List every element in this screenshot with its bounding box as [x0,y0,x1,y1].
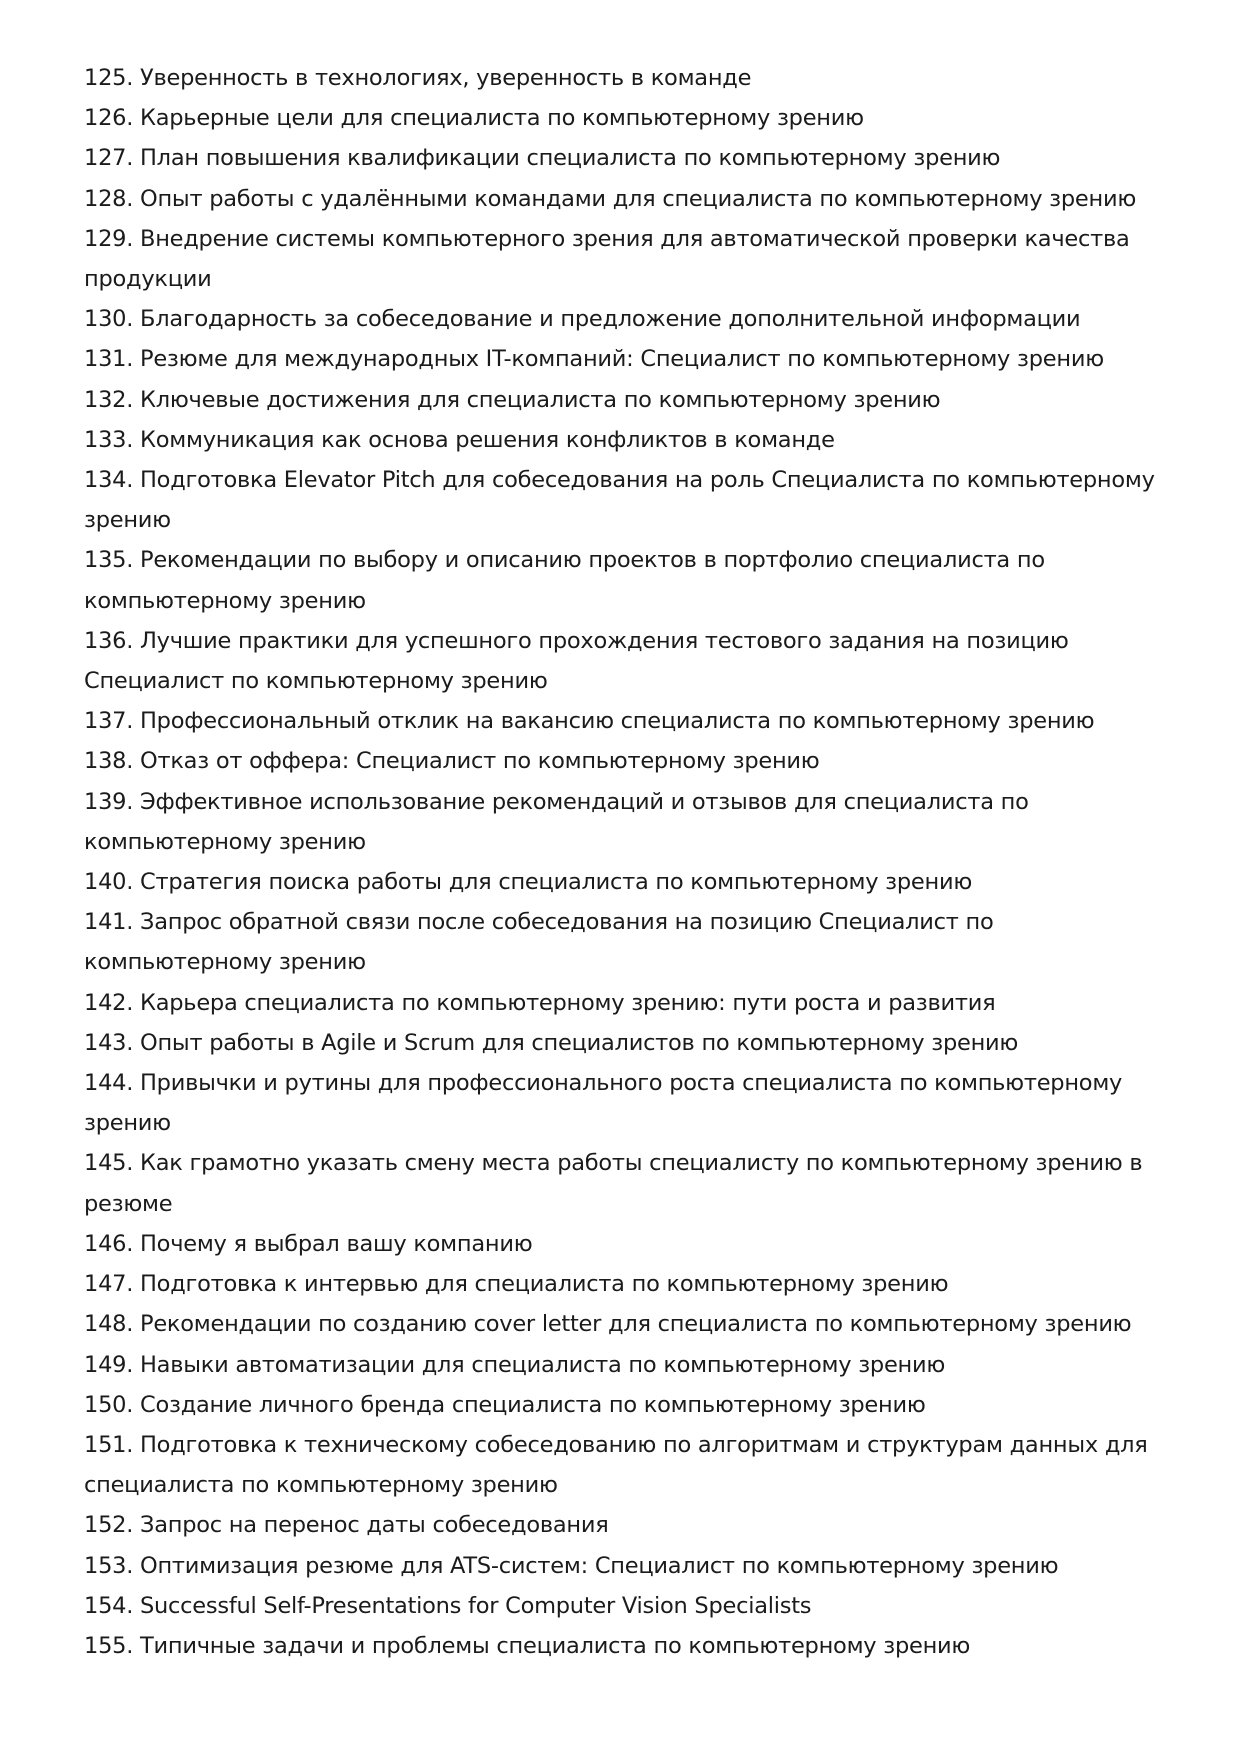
toc-item [84,1586,1164,1626]
toc-item [84,420,1164,460]
toc-item-text: Почему я выбрал вашу компанию [140,1230,533,1257]
toc-item-text: Коммуникация как основа решения конфликтов в команде [140,426,835,453]
toc-item [84,299,1164,339]
toc-item [84,339,1164,379]
toc-item-text: Навыки автоматизации для специалиста по компьютерному зрению [140,1351,946,1378]
toc-item [84,460,1164,540]
toc-item [84,179,1164,219]
toc-item-number: 148. [84,1311,134,1338]
toc-item-number: 125. [84,65,134,91]
toc-item-number: 146. [84,1230,134,1257]
toc-item-number: 139. [84,788,134,815]
toc-item-text: Стратегия поиска работы для специалиста по компьютерному зрению [140,869,973,896]
toc-item [84,782,1164,862]
toc-item-text: Подготовка к интервью для специалиста по компьютерному зрению [140,1271,949,1298]
toc-item [84,540,1164,620]
toc-item-number: 137. [84,708,134,735]
toc-item-number: 150. [84,1391,134,1418]
toc-item-number: 130. [84,306,134,333]
toc-item [84,1143,1164,1223]
toc-item [84,1264,1164,1304]
toc-item-number: 140. [84,869,134,896]
toc-item-number: 152. [84,1512,134,1539]
toc-item-number: 133. [84,426,134,453]
toc-item [84,380,1164,420]
toc-item [84,1304,1164,1344]
toc-item-number: 132. [84,386,134,413]
toc-item-number: 126. [84,105,134,132]
toc-item-number: 153. [84,1552,134,1579]
toc-item-number: 136. [84,627,134,654]
toc-item-number: 147. [84,1271,134,1298]
toc-item-number: 128. [84,185,134,212]
toc-item-number: 127. [84,145,134,172]
toc-item-text: Карьера специалиста по компьютерному зрению: пути роста и развития [140,989,996,1016]
toc-item [84,1626,1164,1666]
toc-item-number: 142. [84,989,134,1016]
toc-item-text: Ключевые достижения для специалиста по компьютерному зрению [140,386,941,413]
toc-item-number: 135. [84,547,134,574]
toc-item-text: Резюме для международных IT-компаний: Специалист по компьютерному зрению [140,346,1104,373]
toc-item-number: 141. [84,909,134,936]
toc-item [84,862,1164,902]
toc-item-number: 154. [84,1592,134,1619]
toc-item-text: Опыт работы в Agile и Scrum для специалистов по компьютерному зрению [140,1029,1019,1056]
toc-item-number: 155. [84,1632,134,1659]
toc-item-text: Карьерные цели для специалиста по компьютерному зрению [140,105,864,132]
toc-item-text: Внедрение системы компьютерного зрения для автоматической проверки качества продукции [84,225,1130,293]
toc-item-text: Благодарность за собеседование и предложение дополнительной информации [140,306,1081,333]
toc-item-text: Уверенность в технологиях, уверенность в команде [140,65,752,91]
toc-item-number: 144. [84,1070,134,1097]
toc-item [84,983,1164,1023]
toc-item-text: Типичные задачи и проблемы специалиста по компьютерному зрению [140,1632,971,1659]
toc-item-number: 138. [84,748,134,775]
toc-item [84,1425,1164,1505]
document-page [84,58,1164,1666]
toc-item-text: Привычки и рутины для профессионального роста специалиста по компьютерному зрению [84,1070,1123,1137]
toc-item-number: 131. [84,346,134,373]
toc-item-number: 151. [84,1431,134,1458]
toc-item-text: Профессиональный отклик на вакансию специалиста по компьютерному зрению [140,708,1095,735]
toc-item [84,1063,1164,1143]
toc-item [84,1505,1164,1545]
toc-item-text: Рекомендации по созданию cover letter для специалиста по компьютерному зрению [140,1311,1132,1338]
toc-list [84,58,1164,1666]
toc-item-text: Successful Self-Presentations for Computer Vision Specialists [140,1592,812,1619]
toc-item [84,701,1164,741]
toc-item [84,741,1164,781]
toc-item-text: План повышения квалификации специалиста по компьютерному зрению [140,145,1001,172]
toc-item-number: 145. [84,1150,134,1177]
toc-item [84,1546,1164,1586]
toc-item-text: Подготовка к техническому собеседованию по алгоритмам и структурам данных для специалиста по компьютерному зрению [84,1431,1148,1499]
toc-item-text: Опыт работы с удалёнными командами для специалиста по компьютерному зрению [140,185,1137,212]
toc-item [84,58,1164,98]
toc-item [84,621,1164,701]
toc-item-text: Запрос обратной связи после собеседования на позицию Специалист по компьютерному зрению [84,909,994,976]
toc-item-text: Рекомендации по выбору и описанию проектов в портфолио специалиста по компьютерному зрению [84,547,1045,614]
toc-item-number: 134. [84,467,134,494]
toc-item-number: 143. [84,1029,134,1056]
toc-item [84,138,1164,178]
toc-item-number: 149. [84,1351,134,1378]
toc-item-text: Подготовка Elevator Pitch для собеседования на роль Специалиста по компьютерному зрению [84,467,1155,534]
toc-item [84,1023,1164,1063]
toc-item-text: Эффективное использование рекомендаций и отзывов для специалиста по компьютерному зрению [84,788,1029,855]
toc-item-text: Запрос на перенос даты собеседования [140,1512,609,1539]
toc-item [84,98,1164,138]
toc-item-text: Создание личного бренда специалиста по компьютерному зрению [140,1391,926,1418]
toc-item [84,1224,1164,1264]
toc-item-text: Оптимизация резюме для ATS-систем: Специалист по компьютерному зрению [140,1552,1059,1579]
toc-item [84,219,1164,299]
toc-item [84,1385,1164,1425]
toc-item-text: Отказ от оффера: Специалист по компьютерному зрению [140,748,820,775]
toc-item-text: Лучшие практики для успешного прохождения тестового задания на позицию Специалист по компьютерному зрению [84,627,1069,695]
toc-item [84,1345,1164,1385]
toc-item-number: 129. [84,225,134,252]
toc-item [84,902,1164,982]
toc-item-text: Как грамотно указать смену места работы специалисту по компьютерному зрению в резюме [84,1150,1143,1217]
